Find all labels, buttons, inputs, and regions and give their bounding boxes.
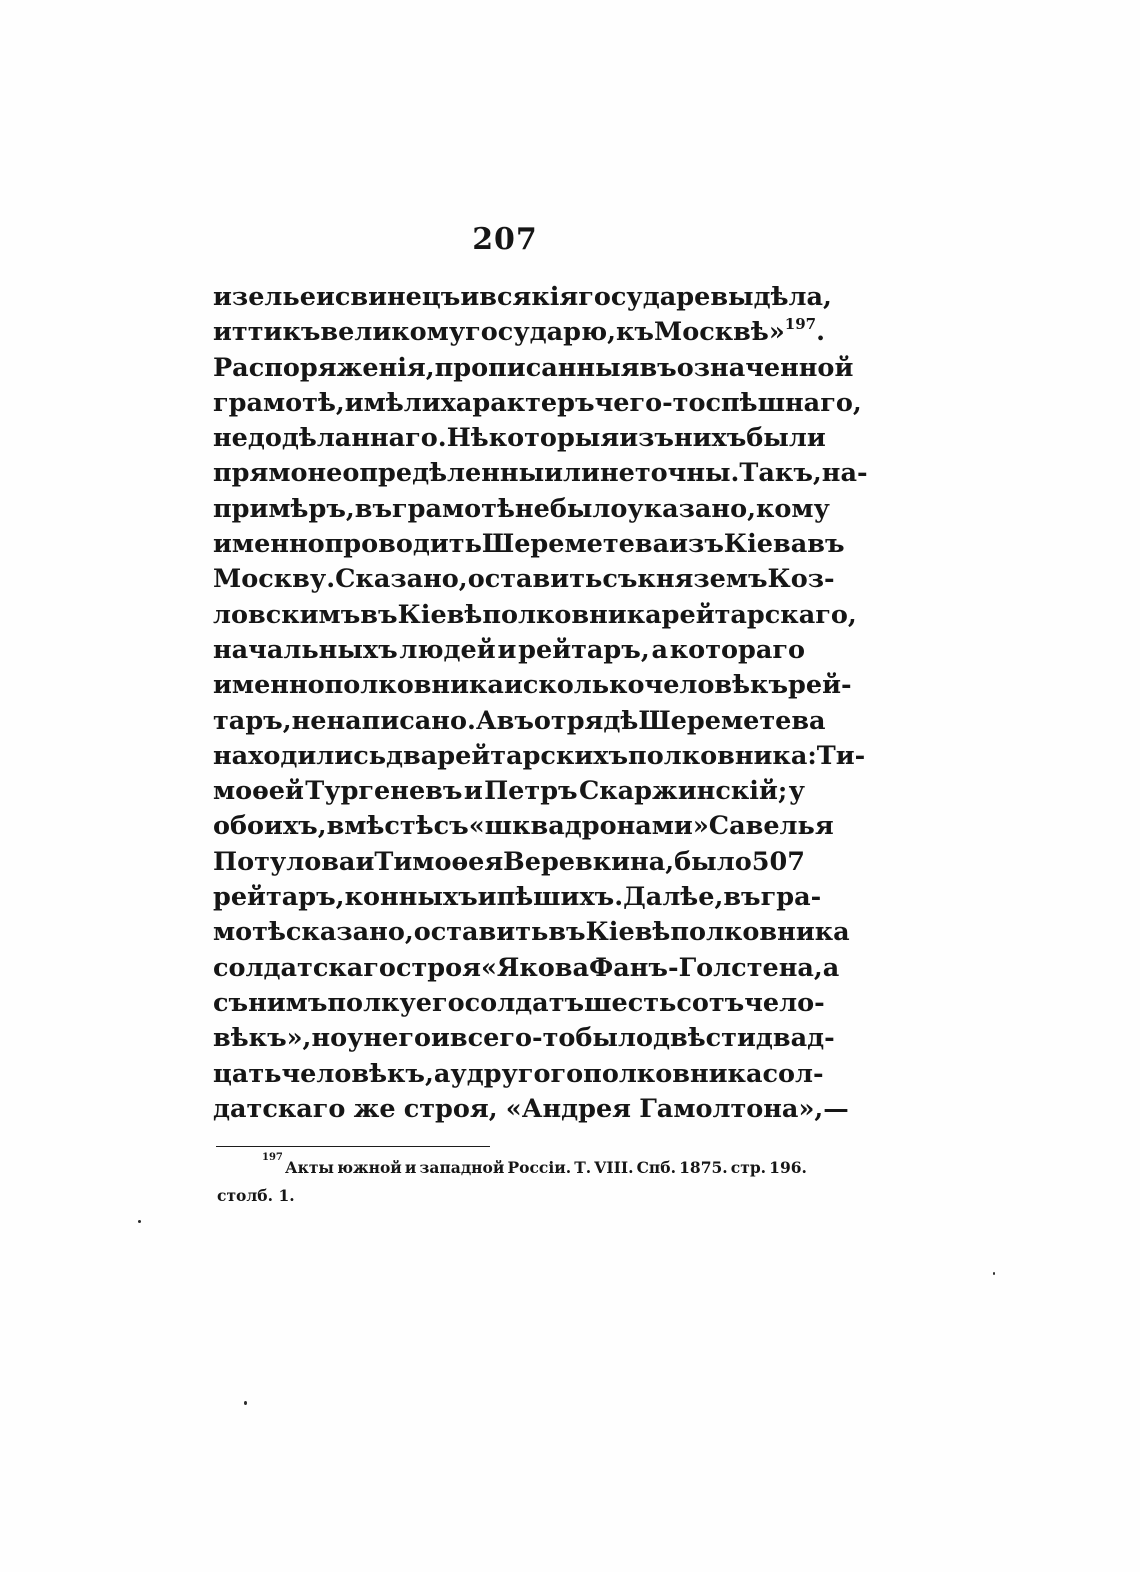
- word: чего-то: [594, 387, 706, 418]
- word: написано.: [326, 705, 476, 736]
- word: обоихъ,: [213, 811, 327, 842]
- word: рейтарскихъ: [437, 740, 629, 771]
- word: именно: [213, 529, 325, 560]
- word: съ: [602, 564, 638, 595]
- word: и: [477, 882, 497, 913]
- word: изъ: [669, 529, 724, 560]
- word: а: [433, 1058, 451, 1089]
- word: Такъ,: [739, 458, 822, 489]
- word: кому: [755, 493, 830, 524]
- word: двѣсти: [652, 1023, 756, 1054]
- word: человѣкъ: [644, 670, 789, 701]
- footnote-word: Т.: [574, 1158, 592, 1177]
- word: и: [460, 282, 480, 312]
- word: Тимоѳея: [374, 846, 504, 877]
- word: сколько: [522, 670, 645, 701]
- footnote-number: 197: [262, 1152, 283, 1163]
- word: рейтарскаго,: [661, 599, 857, 630]
- word: полковника: [583, 1058, 763, 1089]
- word: княземъ: [637, 564, 768, 595]
- word: съ: [433, 811, 469, 842]
- word: въ: [548, 917, 586, 948]
- word: котораго: [669, 634, 805, 665]
- footnote-word: Спб.: [636, 1158, 677, 1177]
- text-line: [213, 386, 862, 421]
- word: дѣла,: [753, 282, 832, 312]
- word: «шквадронами»: [468, 811, 709, 842]
- word: имѣли: [344, 387, 441, 418]
- footnote-word: западной: [419, 1158, 505, 1177]
- word: Ти-: [816, 740, 866, 771]
- word: «Якова: [480, 952, 590, 983]
- word: ловскимъ: [213, 599, 361, 630]
- word: А: [475, 705, 497, 736]
- word: неопредѣленны: [307, 458, 545, 489]
- word: оставить: [467, 564, 603, 595]
- word: итти: [213, 317, 283, 348]
- word: датскаго: [213, 1093, 346, 1124]
- word: гра-: [760, 882, 822, 913]
- word: сотъ: [676, 987, 745, 1018]
- text-line: [213, 704, 826, 739]
- word: грамотѣ,: [213, 387, 345, 418]
- word: характеръ: [440, 387, 595, 418]
- word: недодѣланнаго.: [213, 423, 447, 454]
- word: цать: [213, 1058, 282, 1089]
- word: Веревкина,: [503, 846, 675, 877]
- footnote-reference[interactable]: 197: [784, 315, 817, 334]
- word: солдатъ: [464, 987, 585, 1018]
- word: конныхъ: [344, 882, 478, 913]
- word: было: [674, 846, 752, 877]
- word: Петръ: [484, 776, 578, 807]
- word: солдатскаго: [213, 952, 396, 983]
- word: именно: [213, 670, 325, 701]
- word: означенной: [676, 352, 854, 383]
- scan-speck: [138, 1220, 141, 1223]
- word: его: [415, 987, 465, 1018]
- word: спѣшнаго,: [705, 387, 862, 418]
- footnote-word: 1875.: [679, 1158, 728, 1177]
- word: у: [347, 1023, 364, 1054]
- text-line: [213, 1092, 849, 1127]
- text-line: [213, 315, 825, 350]
- body-text: [213, 280, 868, 1127]
- word: прописанныя: [434, 352, 640, 383]
- word: двад-: [755, 1023, 835, 1054]
- text-line: [213, 739, 866, 774]
- footnote-word: VIII.: [594, 1158, 634, 1177]
- text-line: [213, 951, 840, 986]
- text-line: [213, 598, 857, 633]
- word: свинецъ: [334, 282, 461, 312]
- word: оставить: [413, 917, 549, 948]
- word: и: [463, 776, 483, 807]
- word: Сказано,: [335, 564, 468, 595]
- word: людей: [399, 634, 496, 665]
- word: Нѣкоторыя: [446, 423, 620, 454]
- word: прямо: [213, 458, 308, 489]
- word: изъ: [619, 423, 674, 454]
- word: было: [549, 493, 628, 524]
- word: въ: [360, 599, 398, 630]
- word: не: [291, 705, 327, 736]
- word: строя,: [403, 1093, 498, 1124]
- word: полковника: [324, 670, 504, 701]
- word: Кіевѣ: [397, 599, 483, 630]
- footnote-reference-period: .: [816, 317, 825, 348]
- text-line: [213, 809, 834, 844]
- word: сказано,: [285, 917, 414, 948]
- word: Фанъ-Голстена,: [589, 952, 823, 983]
- word: Скаржинскій;: [578, 776, 788, 807]
- word: неточны.: [599, 458, 740, 489]
- text-line: [213, 986, 825, 1021]
- word: полковника: [670, 917, 850, 948]
- word: «Андрея: [505, 1093, 632, 1124]
- footnote-word: 196.: [769, 1158, 807, 1177]
- word: было: [575, 1023, 653, 1054]
- word: и: [213, 282, 232, 312]
- word: находились: [213, 740, 387, 771]
- word: вмѣстѣ: [326, 811, 434, 842]
- word: всякія: [479, 282, 579, 312]
- word: полковника: [482, 599, 662, 630]
- scan-speck: [244, 1401, 247, 1405]
- word: Москву.: [213, 564, 336, 595]
- word: проводить: [324, 529, 482, 560]
- word: нимъ: [248, 987, 328, 1018]
- word: зелье: [231, 282, 316, 312]
- word: же: [353, 1093, 396, 1124]
- text-line: [213, 633, 805, 668]
- word: указано,: [627, 493, 756, 524]
- word: государю,: [465, 317, 617, 348]
- text-line: [213, 492, 830, 527]
- word: въ: [496, 705, 534, 736]
- word: рейтаръ,: [213, 882, 345, 913]
- text-line: [213, 774, 805, 809]
- word: на-: [821, 458, 868, 489]
- word: примѣръ,: [213, 493, 355, 524]
- text-line: [213, 845, 805, 880]
- word: грамотѣ: [392, 493, 515, 524]
- footnote-line-2: столб. 1.: [217, 1186, 295, 1205]
- word: и: [355, 846, 375, 877]
- word: пѣшихъ.: [496, 882, 624, 913]
- text-line: [213, 351, 854, 386]
- word: въ: [807, 529, 845, 560]
- footnote-line-1: [217, 1154, 807, 1182]
- word: два: [386, 740, 438, 771]
- word: не: [514, 493, 550, 524]
- footnote: [217, 1154, 807, 1210]
- word: полковника:: [628, 740, 817, 771]
- scan-speck: [993, 1272, 995, 1275]
- word: Тургеневъ: [305, 776, 463, 807]
- word: Савелья: [708, 811, 834, 842]
- word: рейтаръ,: [518, 634, 650, 665]
- word: но: [311, 1023, 348, 1054]
- word: были: [746, 423, 826, 454]
- word: чело-: [744, 987, 825, 1018]
- text-line: [213, 1021, 835, 1056]
- text-line: [213, 1057, 824, 1092]
- word: съ: [213, 987, 249, 1018]
- word: а: [822, 952, 840, 983]
- footnote-rule: [216, 1146, 490, 1147]
- word: него: [363, 1023, 431, 1054]
- word: мотѣ: [213, 917, 286, 948]
- word: отрядѣ: [533, 705, 639, 736]
- word: другого: [466, 1058, 584, 1089]
- word: Далѣе,: [623, 882, 724, 913]
- word: и: [497, 634, 517, 665]
- word: а: [651, 634, 668, 665]
- footnote-word: Акты: [285, 1158, 334, 1177]
- word: таръ,: [213, 705, 292, 736]
- text-line: [213, 527, 845, 562]
- word: полку: [327, 987, 416, 1018]
- word: сол-: [762, 1058, 824, 1089]
- word: нихъ: [673, 423, 747, 454]
- word: шесть: [584, 987, 677, 1018]
- text-line: [213, 915, 850, 950]
- word: въ: [354, 493, 393, 524]
- word: у: [788, 776, 805, 807]
- word: въ: [723, 882, 761, 913]
- page-number: 207: [472, 222, 538, 257]
- word: и: [503, 670, 523, 701]
- word: Коз-: [767, 564, 835, 595]
- word: Кіевѣ: [585, 917, 671, 948]
- word: моѳей: [213, 776, 304, 807]
- word: и: [315, 282, 335, 312]
- word: въ: [639, 352, 677, 383]
- text-line: [213, 456, 868, 491]
- word: Москвѣ»$^{197}$.: [654, 315, 825, 348]
- word: Распоряженія,: [213, 352, 435, 383]
- word: или: [544, 458, 600, 489]
- word: великому: [320, 317, 466, 348]
- word: Шереметева: [638, 705, 826, 736]
- text-line: [213, 421, 826, 456]
- word: рей-: [788, 670, 852, 701]
- word: у: [450, 1058, 467, 1089]
- word: государевы: [578, 282, 754, 312]
- word: къ: [282, 317, 321, 348]
- footnote-word: и: [404, 1158, 417, 1177]
- word: Шереметева: [481, 529, 670, 560]
- word: Кіева: [723, 529, 808, 560]
- word: Гамолтона»,—: [639, 1093, 849, 1124]
- word: къ: [616, 317, 654, 348]
- word: вѣкъ»,: [213, 1023, 312, 1054]
- word: начальныхъ: [213, 634, 398, 665]
- text-line: [213, 280, 832, 315]
- word: всего-то: [449, 1023, 576, 1054]
- word: и: [431, 1023, 450, 1054]
- word: Потулова: [213, 846, 356, 877]
- word: строя: [395, 952, 481, 983]
- word: человѣкъ,: [281, 1058, 434, 1089]
- footnote-word: южной: [337, 1158, 402, 1177]
- word: 507: [751, 846, 805, 877]
- text-line: [213, 668, 852, 703]
- footnote-word: стр.: [730, 1158, 767, 1177]
- text-line: [213, 562, 835, 597]
- footnote-word: Россіи.: [507, 1158, 572, 1177]
- text-line: [213, 880, 822, 915]
